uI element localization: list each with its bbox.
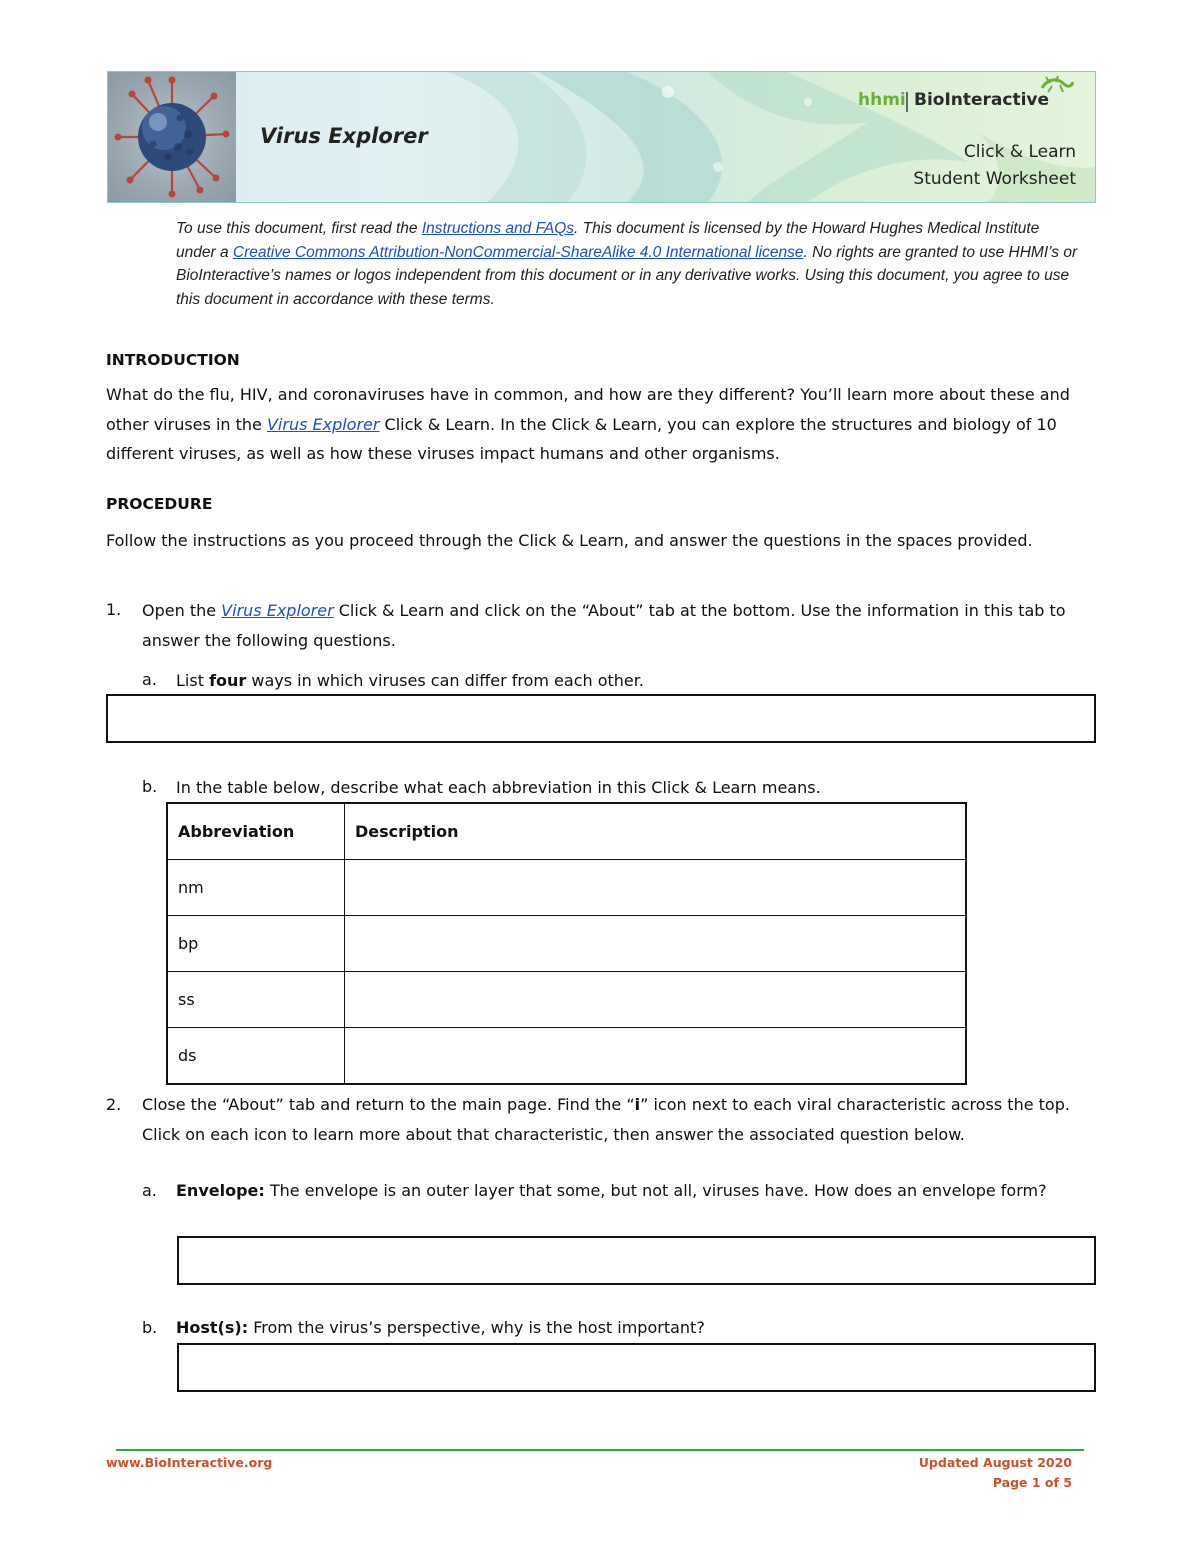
answer-box-2a[interactable] [177, 1236, 1096, 1285]
banner-subtitle-click-learn: Click & Learn [963, 142, 1076, 162]
introduction-text [106, 380, 1086, 469]
table-header-row [167, 803, 966, 860]
virus-icon [108, 72, 236, 202]
intro-text-1: What do the flu, HIV, and coronaviruses have in common, and how are they different? You’ll learn more about these and other viruses in the [106, 385, 1070, 434]
q2-text-1: Close the “About” tab and return to the main page. Find the “ [142, 1095, 635, 1114]
q1a-bold: four [209, 671, 247, 690]
abbreviation-cell: ds [167, 1028, 345, 1085]
abbreviation-table [166, 802, 967, 1085]
table-row [167, 860, 966, 916]
table-row [167, 916, 966, 972]
description-cell[interactable] [345, 916, 967, 972]
abbreviation-cell: ss [167, 972, 345, 1028]
question-2a-label: a. [142, 1181, 157, 1200]
header-banner [107, 71, 1096, 203]
footer-website[interactable]: www.BioInteractive.org [106, 1455, 273, 1470]
footer-updated-date: Updated August 2020 [918, 1455, 1072, 1470]
question-1b-label: b. [142, 777, 158, 796]
license-text-3: . No rights are granted to use HHMI’s or BioInteractive’s names or logos independent from this document or in any derivative works. Using this document, you agree to use this document in accordance with these terms. [176, 243, 1078, 308]
question-2b-text [176, 1313, 1076, 1343]
footer-page-number: Page 1 of 5 [992, 1475, 1072, 1490]
table-row [167, 972, 966, 1028]
question-1-number: 1. [106, 600, 122, 619]
abbreviation-cell: nm [167, 860, 345, 916]
q1a-text-1: List [176, 671, 210, 690]
question-1a-text [176, 666, 1076, 696]
question-1-text [142, 596, 1082, 655]
instructions-faqs-link[interactable]: Instructions and FAQs [421, 220, 575, 237]
q1-text-2: Click & Learn and click on the “About” tab at the bottom. Use the information in this tab to answer the following questions. [142, 601, 1066, 650]
question-2a-text [176, 1176, 1076, 1206]
q2-text-2: ” icon next to each viral characteristic across the top. Click on each icon to learn more about that characteristic, then answer the associated question below. [142, 1095, 1070, 1144]
q2b-text: From the virus’s perspective, why is the host important? [248, 1318, 705, 1337]
q1-text-1: Open the [142, 601, 222, 620]
q2b-bold: Host(s): [176, 1318, 249, 1337]
q2a-text: The envelope is an outer layer that some, but not all, viruses have. How does an envelope form? [264, 1181, 1047, 1200]
description-cell[interactable] [345, 860, 967, 916]
creative-commons-license-link[interactable]: Creative Commons Attribution-NonCommercial-ShareAlike 4.0 International license [232, 243, 804, 261]
answer-box-2b[interactable] [177, 1343, 1096, 1392]
answer-box-1a[interactable] [106, 694, 1096, 743]
license-text-1: To use this document, first read the [176, 220, 422, 237]
document-title: Virus Explorer [260, 124, 428, 148]
procedure-text: Follow the instructions as you proceed through the Click & Learn, and answer the questions in the spaces provided. [106, 531, 1033, 550]
logo-divider [906, 92, 908, 112]
q2-bold-i: i [634, 1095, 641, 1114]
procedure-heading: PROCEDURE [106, 495, 213, 513]
license-text-2: . This document is licensed by the Howard Hughes Medical Institute under a [176, 220, 1040, 261]
q2a-bold: Envelope: [176, 1181, 265, 1200]
biointeractive-logo: BioInteractive [914, 90, 1050, 110]
banner-subtitle-worksheet: Student Worksheet [913, 169, 1076, 189]
description-cell[interactable] [345, 972, 967, 1028]
introduction-heading: INTRODUCTION [106, 351, 240, 369]
virus-explorer-link-intro[interactable]: Virus Explorer [266, 414, 380, 434]
question-2-text [142, 1090, 1087, 1149]
table-header-abbreviation: Abbreviation [167, 803, 345, 860]
question-2b-label: b. [142, 1318, 158, 1337]
virus-explorer-link-q1[interactable]: Virus Explorer [221, 601, 334, 620]
question-1a-label: a. [142, 670, 157, 689]
hhmi-logo: hhmi [858, 90, 906, 110]
question-1b-text: In the table below, describe what each abbreviation in this Click & Learn means. [176, 778, 821, 797]
abbreviation-cell: bp [167, 916, 345, 972]
q1a-text-2: ways in which viruses can differ from each other. [246, 671, 644, 690]
question-2-number: 2. [106, 1095, 122, 1114]
virus-image [108, 72, 236, 202]
footer-divider [116, 1449, 1084, 1451]
table-header-description: Description [345, 803, 967, 860]
description-cell[interactable] [345, 1028, 967, 1085]
intro-text-2: Click & Learn. In the Click & Learn, you can explore the structures and biology of 10 different viruses, as well as how these viruses impact humans and other organisms. [106, 414, 1057, 463]
table-row [167, 1028, 966, 1085]
license-notice [176, 217, 1081, 311]
